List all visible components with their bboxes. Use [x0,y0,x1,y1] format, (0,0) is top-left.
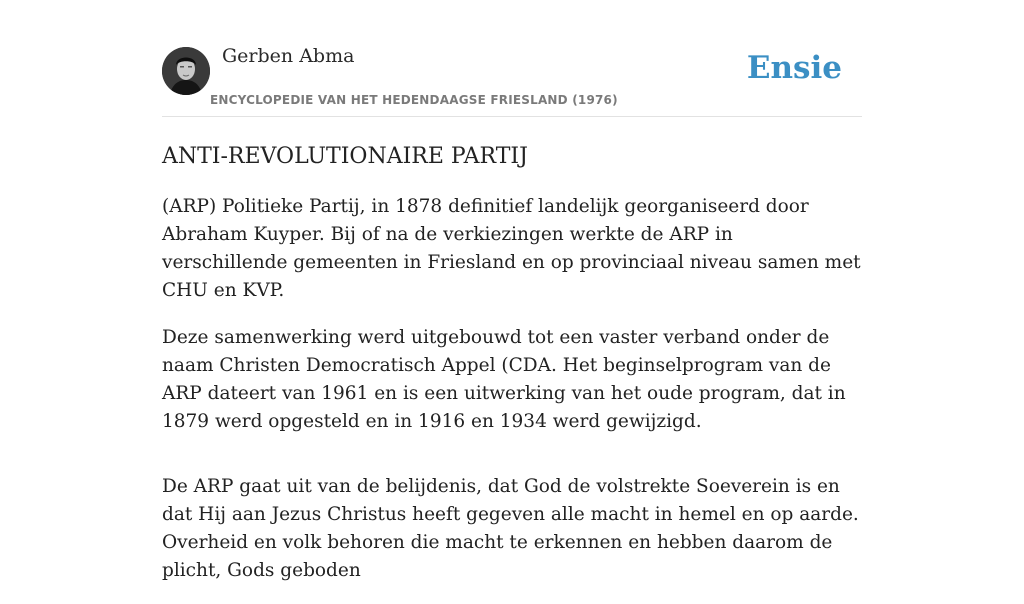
article-header [162,0,862,117]
author-avatar[interactable] [162,47,210,95]
author-name[interactable]: Gerben Abma [222,45,355,67]
article-paragraph: De ARP gaat uit van de belijdenis, dat God de volstrekte Soeverein is en dat Hij aan Jezus Christus heeft gegeven alle macht in hemel en op aarde. Overheid en volk behoren die macht te erkennen en hebben daarom de plicht, Gods geboden [162,476,859,581]
article-body [162,193,862,585]
portrait-icon [162,47,210,95]
brand-logo[interactable]: Ensie [746,50,842,86]
article-page [162,0,862,604]
article-paragraph: (ARP) Politieke Partij, in 1878 definitief landelijk georganiseerd door Abraham Kuyper. Bij of na de verkiezingen werkte de ARP in verschillende gemeenten in Friesland en op provinciaal niveau samen met CHU en KVP. [162,196,861,301]
article-title: ANTI-REVOLUTIONAIRE PARTIJ [162,144,528,169]
source-label[interactable]: ENCYCLOPEDIE VAN HET HEDENDAAGSE FRIESLAND (1976) [210,93,618,107]
article-paragraph: Deze samenwerking werd uitgebouwd tot een vaster verband onder de naam Christen Democratisch Appel (CDA. Het beginselprogram van de ARP dateert van 1961 en is een uitwerking van het oude program, dat in 1879 werd opgesteld en in 1916 en 1934 werd gewijzigd. [162,327,846,432]
